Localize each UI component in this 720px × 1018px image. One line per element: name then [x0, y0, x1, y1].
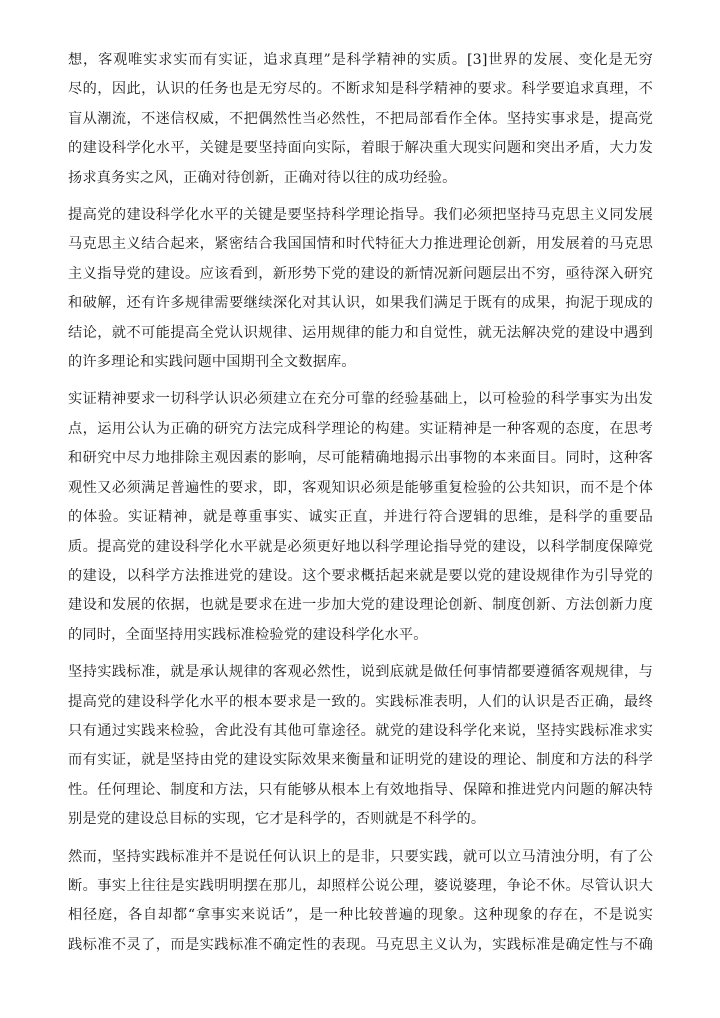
text-line: 实证精神要求一切科学认识必须建立在充分可靠的经验基础上，以可检验的科学事实为出发: [68, 391, 653, 408]
text-line: 的体验。实证精神，就是尊重事实、诚实正直，并进行符合逻辑的思维，是科学的重要品: [68, 509, 653, 526]
text-line: 而有实证，就是坚持由党的建设实际效果来衡量和证明党的建设的理论、制度和方法的科学: [68, 752, 653, 769]
text-line: 提高党的建设科学化水平的关键是要坚持科学理论指导。我们必须把坚持马克思主义同发展: [68, 207, 653, 224]
paragraph-3: [68, 385, 653, 650]
text-line: 质。提高党的建设科学化水平就是必须更好地以科学理论指导党的建设，以科学制度保障党: [68, 538, 653, 555]
text-line: 的建设科学化水平，关键是要坚持面向实际，着眼于解决重大现实问题和突出矛盾，大力发: [68, 140, 653, 157]
text-line: 扬求真务实之风，正确对待创新，正确对待以往的成功经验。: [68, 169, 457, 186]
text-line: 坚持实践标准，就是承认规律的客观必然性，说到底就是做任何事情都要遵循客观规律，与: [68, 664, 653, 681]
text-line: 断。事实上往往是实践明明摆在那儿，却照样公说公理，婆说婆理，争论不休。尽管认识大: [68, 877, 653, 894]
text-line: 结论，就不可能提高全党认识规律、运用规律的能力和自觉性，就无法解决党的建设中遇到: [68, 324, 653, 341]
text-line: 和研究中尽力地排除主观因素的影响，尽可能精确地揭示出事物的本来面目。同时，这种客: [68, 450, 653, 467]
text-line: 马克思主义结合起来，紧密结合我国国情和时代特征大力推进理论创新，用发展着的马克思: [68, 236, 653, 253]
text-line: 和破解，还有许多规律需要继续深化对其认识，如果我们满足于既有的成果，拘泥于现成的: [68, 295, 653, 312]
text-line: 想，客观唯实求实而有实证，追求真理”是科学精神的实质。[3]世界的发展、变化是无穷: [68, 52, 653, 68]
text-line: 的同时，全面坚持用实践标准检验党的建设科学化水平。: [68, 626, 428, 643]
text-line: 然而，坚持实践标准并不是说任何认识上的是非，只要实践，就可以立马清浊分明，有了公: [68, 848, 653, 865]
text-line: 的许多理论和实践问题中国期刊全文数据库。: [68, 354, 356, 371]
text-line: 点，运用公认为正确的研究方法完成科学理论的构建。实证精神是一种客观的态度，在思考: [68, 420, 653, 437]
text-line: 尽的，因此，认识的任务也是无穷尽的。不断求知是科学精神的要求。科学要追求真理，不: [68, 81, 653, 98]
text-line: 主义指导党的建设。应该看到，新形势下党的建设的新情况新问题层出不穷，亟待深入研究: [68, 265, 653, 282]
paragraph-5: [68, 843, 653, 961]
document-body: [68, 46, 653, 960]
paragraph-2: [68, 201, 653, 377]
paragraph-4: [68, 658, 653, 834]
text-line: 践标准不灵了，而是实践标准不确定性的表现。马克思主义认为，实践标准是确定性与不确: [68, 936, 653, 953]
text-line: 的建设，以科学方法推进党的建设。这个要求概括起来就是要以党的建设规律作为引导党的: [68, 567, 653, 584]
text-line: 盲从潮流，不迷信权威，不把偶然性当必然性，不把局部看作全体。坚持实事求是，提高党: [68, 110, 653, 127]
text-line: 相径庭，各自却都“拿事实来说话”，是一种比较普遍的现象。这种现象的存在，不是说实: [68, 907, 653, 924]
text-line: 别是党的建设总目标的实现，它才是科学的，否则就是不科学的。: [68, 811, 486, 828]
text-line: 提高党的建设科学化水平的根本要求是一致的。实践标准表明，人们的认识是否正确，最终: [68, 693, 653, 710]
text-line: 只有通过实践来检验，舍此没有其他可靠途径。就党的建设科学化来说，坚持实践标准求实: [68, 722, 653, 739]
paragraph-1: [68, 46, 653, 193]
text-line: 建设和发展的依据，也就是要求在进一步加大党的建设理论创新、制度创新、方法创新力度: [68, 597, 653, 614]
text-line: 性。任何理论、制度和方法，只有能够从根本上有效地指导、保障和推进党内问题的解决特: [68, 781, 653, 798]
text-line: 观性又必须满足普遍性的要求，即，客观知识必须是能够重复检验的公共知识，而不是个体: [68, 479, 653, 496]
